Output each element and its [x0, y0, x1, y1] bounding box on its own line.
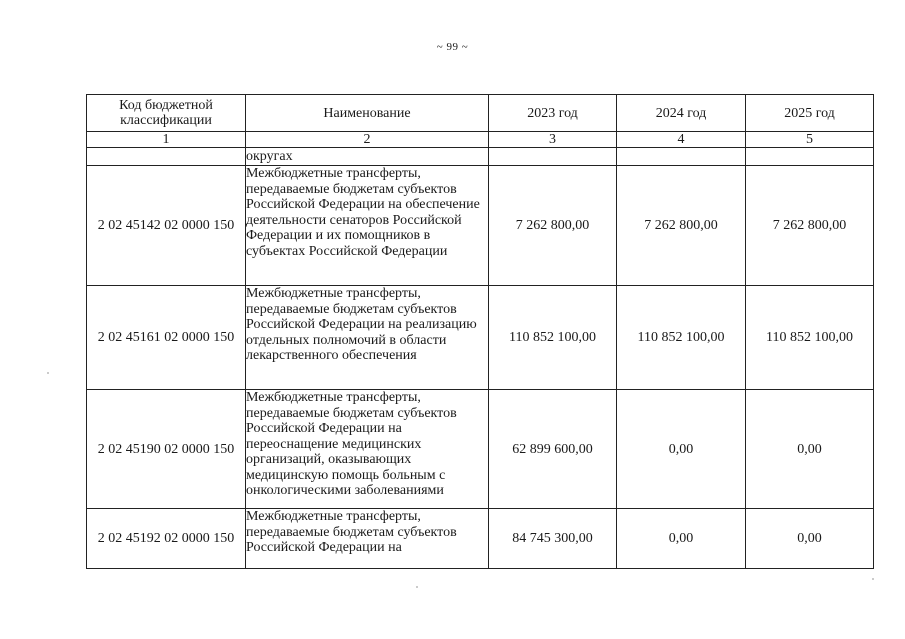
- amount-2024-cell: 0,00: [617, 390, 746, 509]
- header-2023: 2023 год: [489, 95, 617, 132]
- amount-2023-cell: 110 852 100,00: [489, 286, 617, 390]
- table-row: [87, 166, 874, 286]
- header-name: Наименование: [246, 95, 489, 132]
- code-cell: 2 02 45142 02 0000 150: [87, 166, 246, 286]
- column-number-row: [87, 132, 874, 148]
- budget-table: [86, 94, 874, 569]
- scan-speck: [872, 578, 874, 580]
- scan-speck: [47, 372, 49, 374]
- amount-2024-cell: 7 262 800,00: [617, 166, 746, 286]
- amount-2023-cell: 62 899 600,00: [489, 390, 617, 509]
- table-row: [87, 390, 874, 509]
- table-header-row: [87, 95, 874, 132]
- amount-2025-cell: 0,00: [746, 390, 874, 509]
- code-cell: 2 02 45161 02 0000 150: [87, 286, 246, 390]
- table-row: [87, 286, 874, 390]
- name-cell: Межбюджетные трансферты, передаваемые бюджетам субъектов Российской Федерации на: [246, 509, 489, 569]
- amount-2025-cell: 7 262 800,00: [746, 166, 874, 286]
- name-cell: Межбюджетные трансферты, передаваемые бюджетам субъектов Российской Федерации на переоснащение медицинских организаций, оказывающих медицинскую помощь больным с онкологическими заболеваниями: [246, 390, 489, 509]
- column-number: 2: [246, 132, 489, 148]
- amount-2025-cell: 110 852 100,00: [746, 286, 874, 390]
- column-number: 4: [617, 132, 746, 148]
- column-number: 1: [87, 132, 246, 148]
- header-2025: 2025 год: [746, 95, 874, 132]
- amount-2024-cell: 110 852 100,00: [617, 286, 746, 390]
- amount-2023-cell: [489, 148, 617, 166]
- column-number: 5: [746, 132, 874, 148]
- header-2024: 2024 год: [617, 95, 746, 132]
- name-cell: округах: [246, 148, 489, 166]
- table-row: [87, 509, 874, 569]
- code-cell: 2 02 45192 02 0000 150: [87, 509, 246, 569]
- column-number: 3: [489, 132, 617, 148]
- name-cell: Межбюджетные трансферты, передаваемые бюджетам субъектов Российской Федерации на реализацию отдельных полномочий в области лекарственного обеспечения: [246, 286, 489, 390]
- code-cell: 2 02 45190 02 0000 150: [87, 390, 246, 509]
- table-row-continuation: [87, 148, 874, 166]
- page-number: ~ 99 ~: [436, 41, 469, 53]
- amount-2025-cell: [746, 148, 874, 166]
- header-code: Код бюджетной классификации: [87, 95, 246, 132]
- amount-2024-cell: [617, 148, 746, 166]
- amount-2024-cell: 0,00: [617, 509, 746, 569]
- scan-speck: [416, 586, 418, 588]
- name-cell: Межбюджетные трансферты, передаваемые бюджетам субъектов Российской Федерации на обеспечение деятельности сенаторов Российской Федерации и их помощников в субъектах Российской Федерации: [246, 166, 489, 286]
- amount-2023-cell: 84 745 300,00: [489, 509, 617, 569]
- amount-2023-cell: 7 262 800,00: [489, 166, 617, 286]
- amount-2025-cell: 0,00: [746, 509, 874, 569]
- code-cell: [87, 148, 246, 166]
